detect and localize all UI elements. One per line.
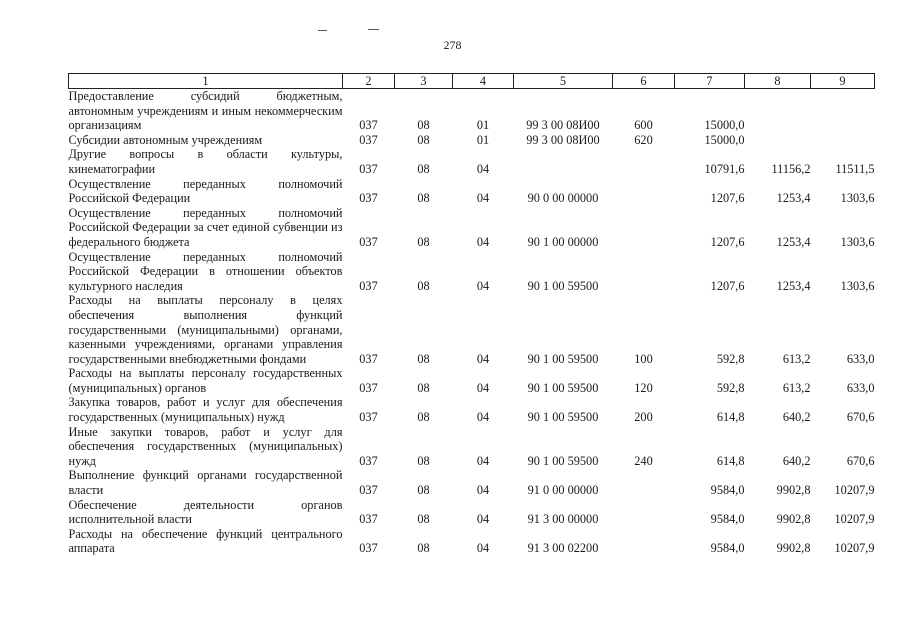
item-description: Осуществление переданных полномочий Российской Федерации в отношении объектов культурного наследия xyxy=(68,249,343,293)
target-article-cell: 90 1 00 59500 xyxy=(527,351,599,366)
admin-code-cell: 037 xyxy=(359,161,378,176)
subsection-cell: 01 xyxy=(476,118,490,133)
expense-type-cell: 240 xyxy=(634,453,653,468)
amount-year3-cell xyxy=(811,133,875,148)
subsection-cell: 04 xyxy=(476,278,490,293)
amount-year1-cell: 1207,6 xyxy=(710,278,745,293)
amount-year1-cell: 592,8 xyxy=(716,380,745,395)
amount-year1-cell: 15000,0 xyxy=(704,132,745,147)
item-description: Субсидии автономным учреждениям xyxy=(68,132,263,147)
amount-year3-cell: 670,6 xyxy=(846,410,875,425)
section-cell: 08 xyxy=(417,132,430,147)
column-header-8: 8 xyxy=(745,74,811,89)
table-row xyxy=(69,133,875,148)
amount-year2-cell: 9902,8 xyxy=(776,512,811,527)
page-number: 278 xyxy=(443,38,462,52)
amount-year3-cell: 1303,6 xyxy=(840,191,875,206)
target-article-cell: 91 3 00 00000 xyxy=(527,512,599,527)
target-article-cell: 90 1 00 00000 xyxy=(527,234,599,249)
target-article-cell: 99 3 00 08И00 xyxy=(526,132,600,147)
subsection-cell: 04 xyxy=(476,541,490,556)
amount-year3-cell: 11511,5 xyxy=(835,161,875,176)
amount-year3-cell: 1303,6 xyxy=(840,234,875,249)
amount-year1-cell: 9584,0 xyxy=(710,541,745,556)
amount-year1-cell: 10791,6 xyxy=(704,161,745,176)
amount-year3-cell: 1303,6 xyxy=(840,278,875,293)
admin-code-cell: 037 xyxy=(359,512,378,527)
column-header-1: 1 xyxy=(69,74,343,89)
table-row xyxy=(69,177,875,206)
admin-code-cell: 037 xyxy=(359,234,378,249)
target-article-cell: 90 1 00 59500 xyxy=(527,410,599,425)
amount-year2-cell: 613,2 xyxy=(782,351,811,366)
amount-year2-cell: 1253,4 xyxy=(776,191,811,206)
subsection-cell: 04 xyxy=(476,380,490,395)
column-header-4: 4 xyxy=(453,74,514,89)
amount-year1-cell: 614,8 xyxy=(716,410,745,425)
target-article-cell: 90 1 00 59500 xyxy=(527,453,599,468)
admin-code-cell: 037 xyxy=(359,132,378,147)
subsection-cell: 04 xyxy=(476,410,490,425)
item-description: Расходы на выплаты персоналу государственных (муниципальных) органов xyxy=(68,366,343,395)
expense-type-cell xyxy=(613,468,675,497)
section-cell: 08 xyxy=(417,351,430,366)
table-row xyxy=(69,395,875,424)
section-cell: 08 xyxy=(417,541,430,556)
expense-type-cell: 620 xyxy=(634,132,653,147)
admin-code-cell: 037 xyxy=(359,410,378,425)
amount-year1-cell: 614,8 xyxy=(716,453,745,468)
amount-year1-cell: 15000,0 xyxy=(704,118,745,133)
subsection-cell: 04 xyxy=(476,351,490,366)
admin-code-cell: 037 xyxy=(359,483,378,498)
amount-year2-cell xyxy=(745,89,811,133)
scan-mark xyxy=(318,30,327,31)
section-cell: 08 xyxy=(417,380,430,395)
section-cell: 08 xyxy=(417,191,430,206)
section-cell: 08 xyxy=(417,118,430,133)
column-header-5: 5 xyxy=(514,74,613,89)
item-description: Осуществление переданных полномочий Российской Федерации за счет единой субвенции из федерального бюджета xyxy=(68,205,343,249)
column-header-9: 9 xyxy=(811,74,875,89)
amount-year3-cell: 670,6 xyxy=(846,453,875,468)
table-row xyxy=(69,468,875,497)
amount-year3-cell: 10207,9 xyxy=(834,541,875,556)
admin-code-cell: 037 xyxy=(359,541,378,556)
item-description: Выполнение функций органами государственной власти xyxy=(68,468,343,498)
admin-code-cell: 037 xyxy=(359,118,378,133)
section-cell: 08 xyxy=(417,410,430,425)
section-cell: 08 xyxy=(417,161,430,176)
amount-year3-cell: 633,0 xyxy=(846,380,875,395)
column-header-2: 2 xyxy=(343,74,395,89)
table-row xyxy=(69,206,875,250)
table-row xyxy=(69,293,875,366)
amount-year1-cell: 9584,0 xyxy=(710,512,745,527)
section-cell: 08 xyxy=(417,512,430,527)
target-article-cell: 91 0 00 00000 xyxy=(527,483,599,498)
expense-type-cell: 600 xyxy=(634,118,653,133)
subsection-cell: 04 xyxy=(476,512,490,527)
item-description: Расходы на выплаты персоналу в целях обеспечения выполнения функций государственными (муниципальными) органами, казенными учреждениями, органами управления государственными внебюджетными фондами xyxy=(68,293,343,366)
section-cell: 08 xyxy=(417,234,430,249)
subsection-cell: 04 xyxy=(476,483,490,498)
amount-year2-cell: 640,2 xyxy=(782,453,811,468)
table-body xyxy=(69,89,875,557)
item-description: Осуществление переданных полномочий Российской Федерации xyxy=(68,176,343,206)
admin-code-cell: 037 xyxy=(359,278,378,293)
subsection-cell: 04 xyxy=(476,453,490,468)
target-article-cell: 90 0 00 00000 xyxy=(527,191,599,206)
table-header xyxy=(69,74,875,89)
table-row xyxy=(69,527,875,556)
admin-code-cell: 037 xyxy=(359,380,378,395)
expense-type-cell: 100 xyxy=(634,351,653,366)
admin-code-cell: 037 xyxy=(359,351,378,366)
budget-table xyxy=(68,73,875,556)
item-description: Предоставление субсидий бюджетным, автономным учреждениям и иным некоммерческим организациям xyxy=(68,89,343,133)
subsection-cell: 04 xyxy=(476,161,490,176)
scan-mark xyxy=(368,29,379,30)
table-row xyxy=(69,498,875,527)
expense-type-cell xyxy=(613,250,675,294)
admin-code-cell: 037 xyxy=(359,453,378,468)
column-header-7: 7 xyxy=(675,74,745,89)
target-article-cell: 90 1 00 59500 xyxy=(527,380,599,395)
amount-year1-cell: 1207,6 xyxy=(710,191,745,206)
item-description: Расходы на обеспечение функций центрального аппарата xyxy=(68,526,343,556)
table-row xyxy=(69,425,875,469)
subsection-cell: 01 xyxy=(476,132,490,147)
amount-year3-cell: 10207,9 xyxy=(834,512,875,527)
target-article-cell: 90 1 00 59500 xyxy=(527,278,599,293)
section-cell: 08 xyxy=(417,278,430,293)
item-description: Закупка товаров, работ и услуг для обеспечения государственных (муниципальных) нужд xyxy=(68,395,343,425)
subsection-cell: 04 xyxy=(476,234,490,249)
amount-year2-cell: 9902,8 xyxy=(776,483,811,498)
column-header-6: 6 xyxy=(613,74,675,89)
item-description: Другие вопросы в области культуры, кинематографии xyxy=(68,147,343,176)
target-article-cell: 99 3 00 08И00 xyxy=(526,118,600,133)
target-article-cell xyxy=(514,147,613,176)
expense-type-cell: 120 xyxy=(634,380,653,395)
section-cell: 08 xyxy=(417,483,430,498)
amount-year1-cell: 9584,0 xyxy=(710,483,745,498)
table-row xyxy=(69,147,875,176)
amount-year3-cell xyxy=(811,89,875,133)
expense-type-cell xyxy=(613,498,675,527)
amount-year2-cell: 9902,8 xyxy=(776,541,811,556)
admin-code-cell: 037 xyxy=(359,191,378,206)
amount-year2-cell: 1253,4 xyxy=(776,234,811,249)
column-header-3: 3 xyxy=(395,74,453,89)
expense-type-cell xyxy=(613,177,675,206)
target-article-cell: 91 3 00 02200 xyxy=(527,541,599,556)
expense-type-cell xyxy=(613,147,675,176)
expense-type-cell: 200 xyxy=(634,410,653,425)
amount-year2-cell: 640,2 xyxy=(782,410,811,425)
table-row xyxy=(69,250,875,294)
header-row xyxy=(69,74,875,89)
amount-year3-cell: 10207,9 xyxy=(834,483,875,498)
amount-year3-cell: 633,0 xyxy=(846,351,875,366)
table-row xyxy=(69,366,875,395)
amount-year2-cell: 11156,2 xyxy=(771,161,811,176)
amount-year1-cell: 592,8 xyxy=(716,351,745,366)
amount-year1-cell: 1207,6 xyxy=(710,234,745,249)
section-cell: 08 xyxy=(417,453,430,468)
expense-type-cell xyxy=(613,527,675,556)
expense-type-cell xyxy=(613,206,675,250)
amount-year2-cell: 613,2 xyxy=(782,380,811,395)
amount-year2-cell xyxy=(745,133,811,148)
item-description: Иные закупки товаров, работ и услуг для обеспечения государственных (муниципальных) нужд xyxy=(68,424,343,468)
amount-year2-cell: 1253,4 xyxy=(776,278,811,293)
table-row xyxy=(69,89,875,133)
subsection-cell: 04 xyxy=(476,191,490,206)
item-description: Обеспечение деятельности органов исполнительной власти xyxy=(68,497,343,527)
